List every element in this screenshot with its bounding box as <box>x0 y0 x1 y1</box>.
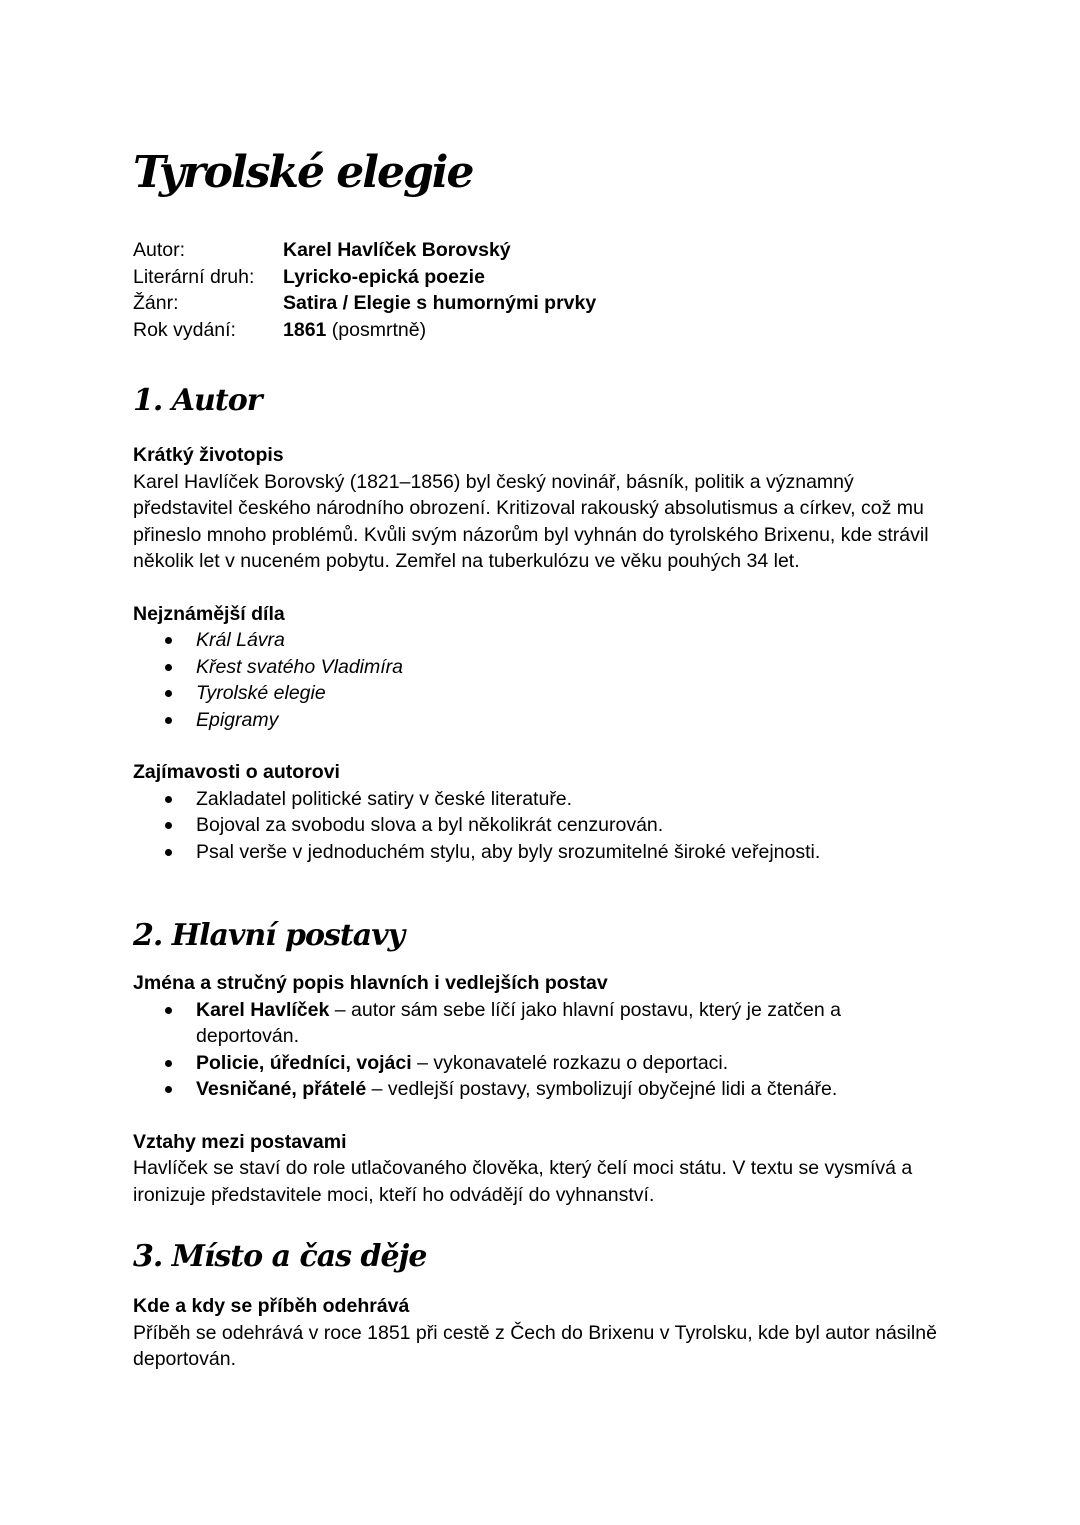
relations-paragraph: Havlíček se staví do role utlačovaného člověka, který čelí moci státu. V textu se vysmívá a ironizuje představitele moci, kteří ho odvádějí do vyhnanství. <box>133 1157 913 1206</box>
metadata-row-zanr <box>133 290 947 317</box>
relations-heading: Vztahy mezi postavami <box>133 1130 347 1153</box>
character-item <box>133 1076 943 1103</box>
characters-heading: Jména a stručný popis hlavních i vedlejších postav <box>133 972 608 994</box>
metadata-value <box>283 317 426 344</box>
metadata-value-regular: (posmrtně) <box>326 318 427 341</box>
metadata-label: Rok vydání: <box>133 318 236 341</box>
metadata-value <box>283 237 511 264</box>
character-name: Karel Havlíček <box>196 998 330 1021</box>
work-item: Křest svatého Vladimíra <box>133 654 943 681</box>
metadata-value-bold: Satira / Elegie s humornými prvky <box>283 292 597 314</box>
metadata-value-bold: Karel Havlíček Borovský <box>283 239 511 261</box>
metadata-label: Literární druh: <box>133 265 255 288</box>
work-item: Tyrolské elegie <box>133 680 943 707</box>
metadata-label: Autor: <box>133 239 186 261</box>
bio-paragraph: Karel Havlíček Borovský (1821–1856) byl český novinář, básník, politik a významný představitel českého národního obrození. Kritizoval rakouský absolutismus a církev, což mu přineslo mnoho problémů. Kvůli svým názorům byl vyhnán do tyrolského Brixenu, kde strávil několik let v nuceném pobytu. Zemřel na tuberkulózu ve věku pouhých 34 let. <box>133 470 929 572</box>
metadata-block <box>133 237 947 343</box>
section-2-heading: 2. Hlavní postavy <box>133 918 405 953</box>
character-desc: – vykonavatelé rozkazu o deportaci. <box>411 1051 729 1074</box>
metadata-row-rok-vydani <box>133 317 947 344</box>
setting-heading: Kde a kdy se příběh odehrává <box>133 1295 410 1317</box>
document-title: Tyrolské elegie <box>133 147 473 198</box>
works-heading: Nejznámější díla <box>133 602 285 625</box>
fact-item: Zakladatel politické satiry v české literatuře. <box>133 786 943 813</box>
fact-item: Bojoval za svobodu slova a byl několikrát cenzurován. <box>133 812 943 839</box>
character-name: Policie, úředníci, vojáci <box>196 1051 412 1074</box>
section-1-heading: 1. Autor <box>133 383 262 418</box>
metadata-value <box>283 290 596 317</box>
metadata-label: Žánr: <box>133 292 179 314</box>
metadata-value-bold: Lyricko-epická poezie <box>283 265 485 288</box>
fact-item: Psal verše v jednoduchém stylu, aby byly srozumitelné široké veřejnosti. <box>133 839 943 866</box>
metadata-value-bold: 1861 <box>283 318 327 341</box>
work-item: Král Lávra <box>133 627 943 654</box>
facts-list <box>133 786 947 866</box>
work-item: Epigramy <box>133 707 943 734</box>
metadata-row-literarni-druh <box>133 264 947 291</box>
character-desc: – vedlejší postavy, symbolizují obyčejné lidi a čtenáře. <box>366 1078 838 1100</box>
metadata-value <box>283 264 485 291</box>
characters-list <box>133 997 947 1103</box>
metadata-row-autor <box>133 237 947 264</box>
section-3-heading: 3. Místo a čas děje <box>133 1239 427 1274</box>
character-item <box>133 1050 943 1077</box>
bio-heading: Krátký životopis <box>133 444 284 466</box>
character-desc: – autor sám sebe líčí jako hlavní postavu, který je zatčen a deportován. <box>196 998 841 1047</box>
facts-heading: Zajímavosti o autorovi <box>133 761 340 783</box>
works-list <box>133 627 947 733</box>
setting-paragraph: Příběh se odehrává v roce 1851 při cestě z Čech do Brixenu v Tyrolsku, kde byl autor násilně deportován. <box>133 1321 937 1370</box>
character-item <box>133 997 943 1050</box>
character-name: Vesničané, přátelé <box>196 1078 367 1100</box>
